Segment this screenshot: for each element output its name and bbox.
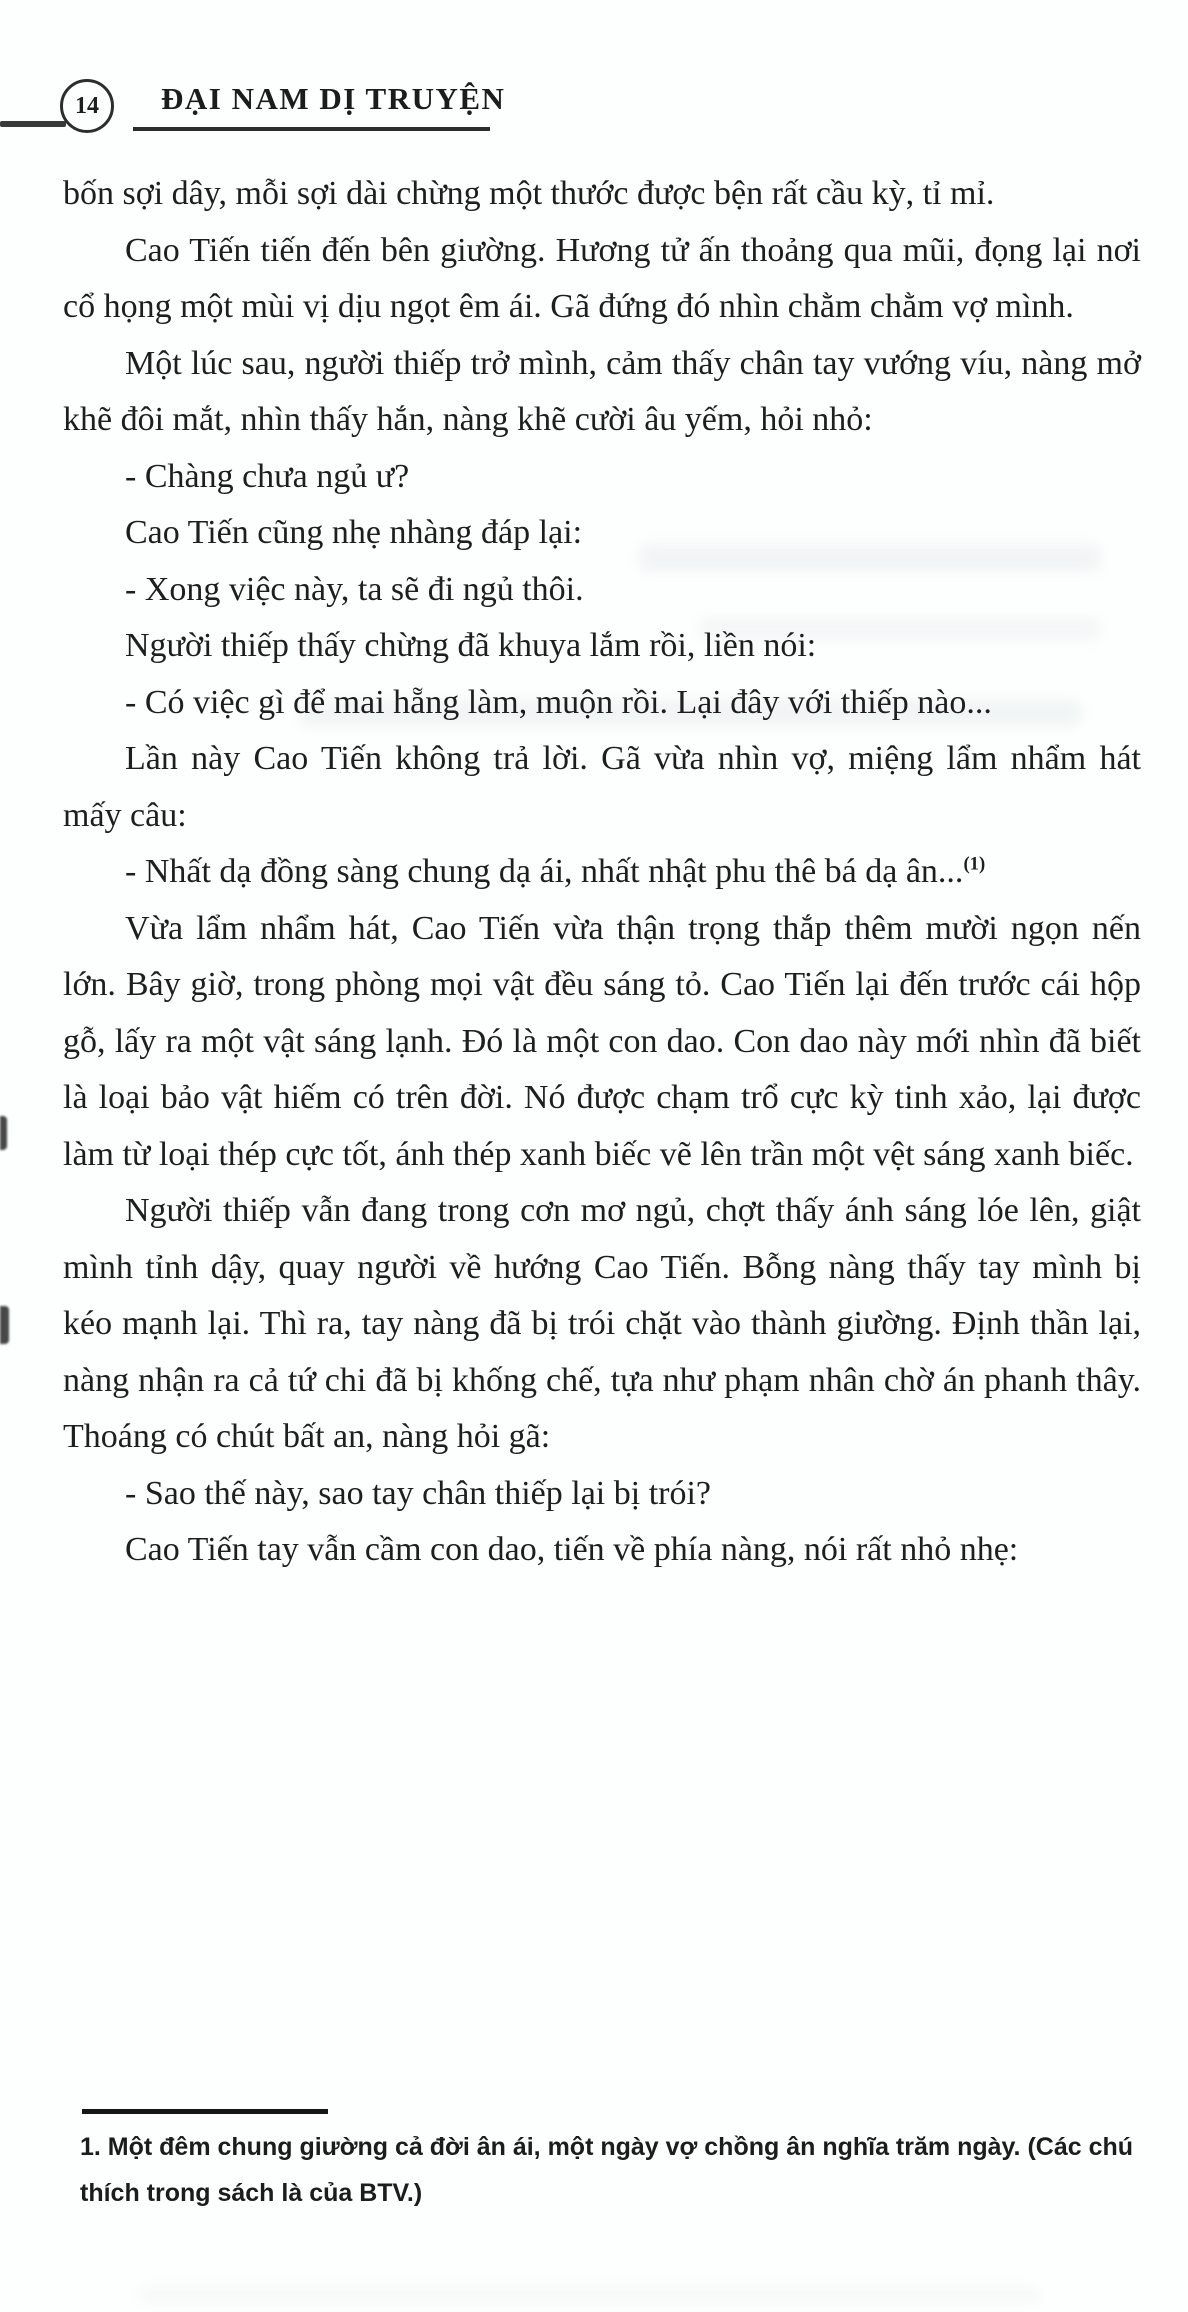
body-paragraph: bốn sợi dây, mỗi sợi dài chừng một thước được bện rất cầu kỳ, tỉ mỉ. <box>63 175 995 212</box>
page-number-badge <box>60 79 114 133</box>
header-left-rule <box>0 121 66 127</box>
body-paragraph: - Xong việc này, ta sẽ đi ngủ thôi. <box>125 570 584 608</box>
page-bleed-artifact <box>140 2288 1040 2302</box>
body-text <box>63 166 1141 1579</box>
body-paragraph: Cao Tiến tay vẫn cầm con dao, tiến về phía nàng, nói rất nhỏ nhẹ: <box>125 1531 1019 1568</box>
body-paragraph: - Chàng chưa ngủ ư? <box>125 457 410 495</box>
body-paragraph: Người thiếp vẫn đang trong cơn mơ ngủ, chợt thấy ánh sáng lóe lên, giật mình tỉnh dậy, quay người về hướng Cao Tiến. Bỗng nàng thấy tay mình bị kéo mạnh lại. Thì ra, tay nàng đã bị trói chặt vào thành giường. Định thần lại, nàng nhận ra cả tứ chi đã bị khống chế, tựa như phạm nhân chờ án phanh thây. Thoáng có chút bất an, nàng hỏi gã: <box>63 1192 1141 1455</box>
body-paragraph: Vừa lẩm nhẩm hát, Cao Tiến vừa thận trọng thắp thêm mười ngọn nến lớn. Bây giờ, trong phòng mọi vật đều sáng tỏ. Cao Tiến lại đến trước cái hộp gỗ, lấy ra một vật sáng lạnh. Đó là một con dao. Con dao này mới nhìn đã biết là loại bảo vật hiếm có trên đời. Nó được chạm trổ cực kỳ tinh xảo, lại được làm từ loại thép cực tốt, ánh thép xanh biếc vẽ lên trần một vệt sáng xanh biếc. <box>63 909 1141 1173</box>
binding-mark <box>0 1116 7 1150</box>
body-paragraph: - Sao thế này, sao tay chân thiếp lại bị trói? <box>125 1474 712 1512</box>
header-underline-rule <box>133 127 490 131</box>
body-paragraph: - Có việc gì để mai hẵng làm, muộn rồi. Lại đây với thiếp nào... <box>125 683 992 721</box>
body-paragraph: Cao Tiến tiến đến bên giường. Hương tử ấn thoảng qua mũi, đọng lại nơi cổ họng một mùi vị dịu ngọt êm ái. Gã đứng đó nhìn chằm chằm vợ mình. <box>63 231 1141 325</box>
body-paragraph: Người thiếp thấy chừng đã khuya lắm rồi, liền nói: <box>125 627 817 664</box>
footnote-marker: (1) <box>963 853 986 875</box>
body-paragraph <box>63 844 1141 901</box>
body-paragraph: Cao Tiến cũng nhẹ nhàng đáp lại: <box>125 514 583 551</box>
page-number: 14 <box>75 92 99 119</box>
body-paragraph: Lần này Cao Tiến không trả lời. Gã vừa nhìn vợ, miệng lẩm nhẩm hát mấy câu: <box>63 740 1141 834</box>
body-paragraph-text: - Nhất dạ đồng sàng chung dạ ái, nhất nhật phu thê bá dạ ân... <box>125 853 964 890</box>
running-header-title: ĐẠI NAM DỊ TRUYỆN <box>161 81 506 116</box>
footnote-separator-rule <box>82 2109 328 2114</box>
footnote-text: 1. Một đêm chung giường cả đời ân ái, một ngày vợ chồng ân nghĩa trăm ngày. (Các chú thích trong sách là của BTV.) <box>80 2133 1134 2207</box>
body-paragraph: Một lúc sau, người thiếp trở mình, cảm thấy chân tay vướng víu, nàng mở khẽ đôi mắt, nhìn thấy hắn, nàng khẽ cười âu yếm, hỏi nhỏ: <box>63 344 1141 438</box>
binding-mark <box>0 1306 9 1344</box>
